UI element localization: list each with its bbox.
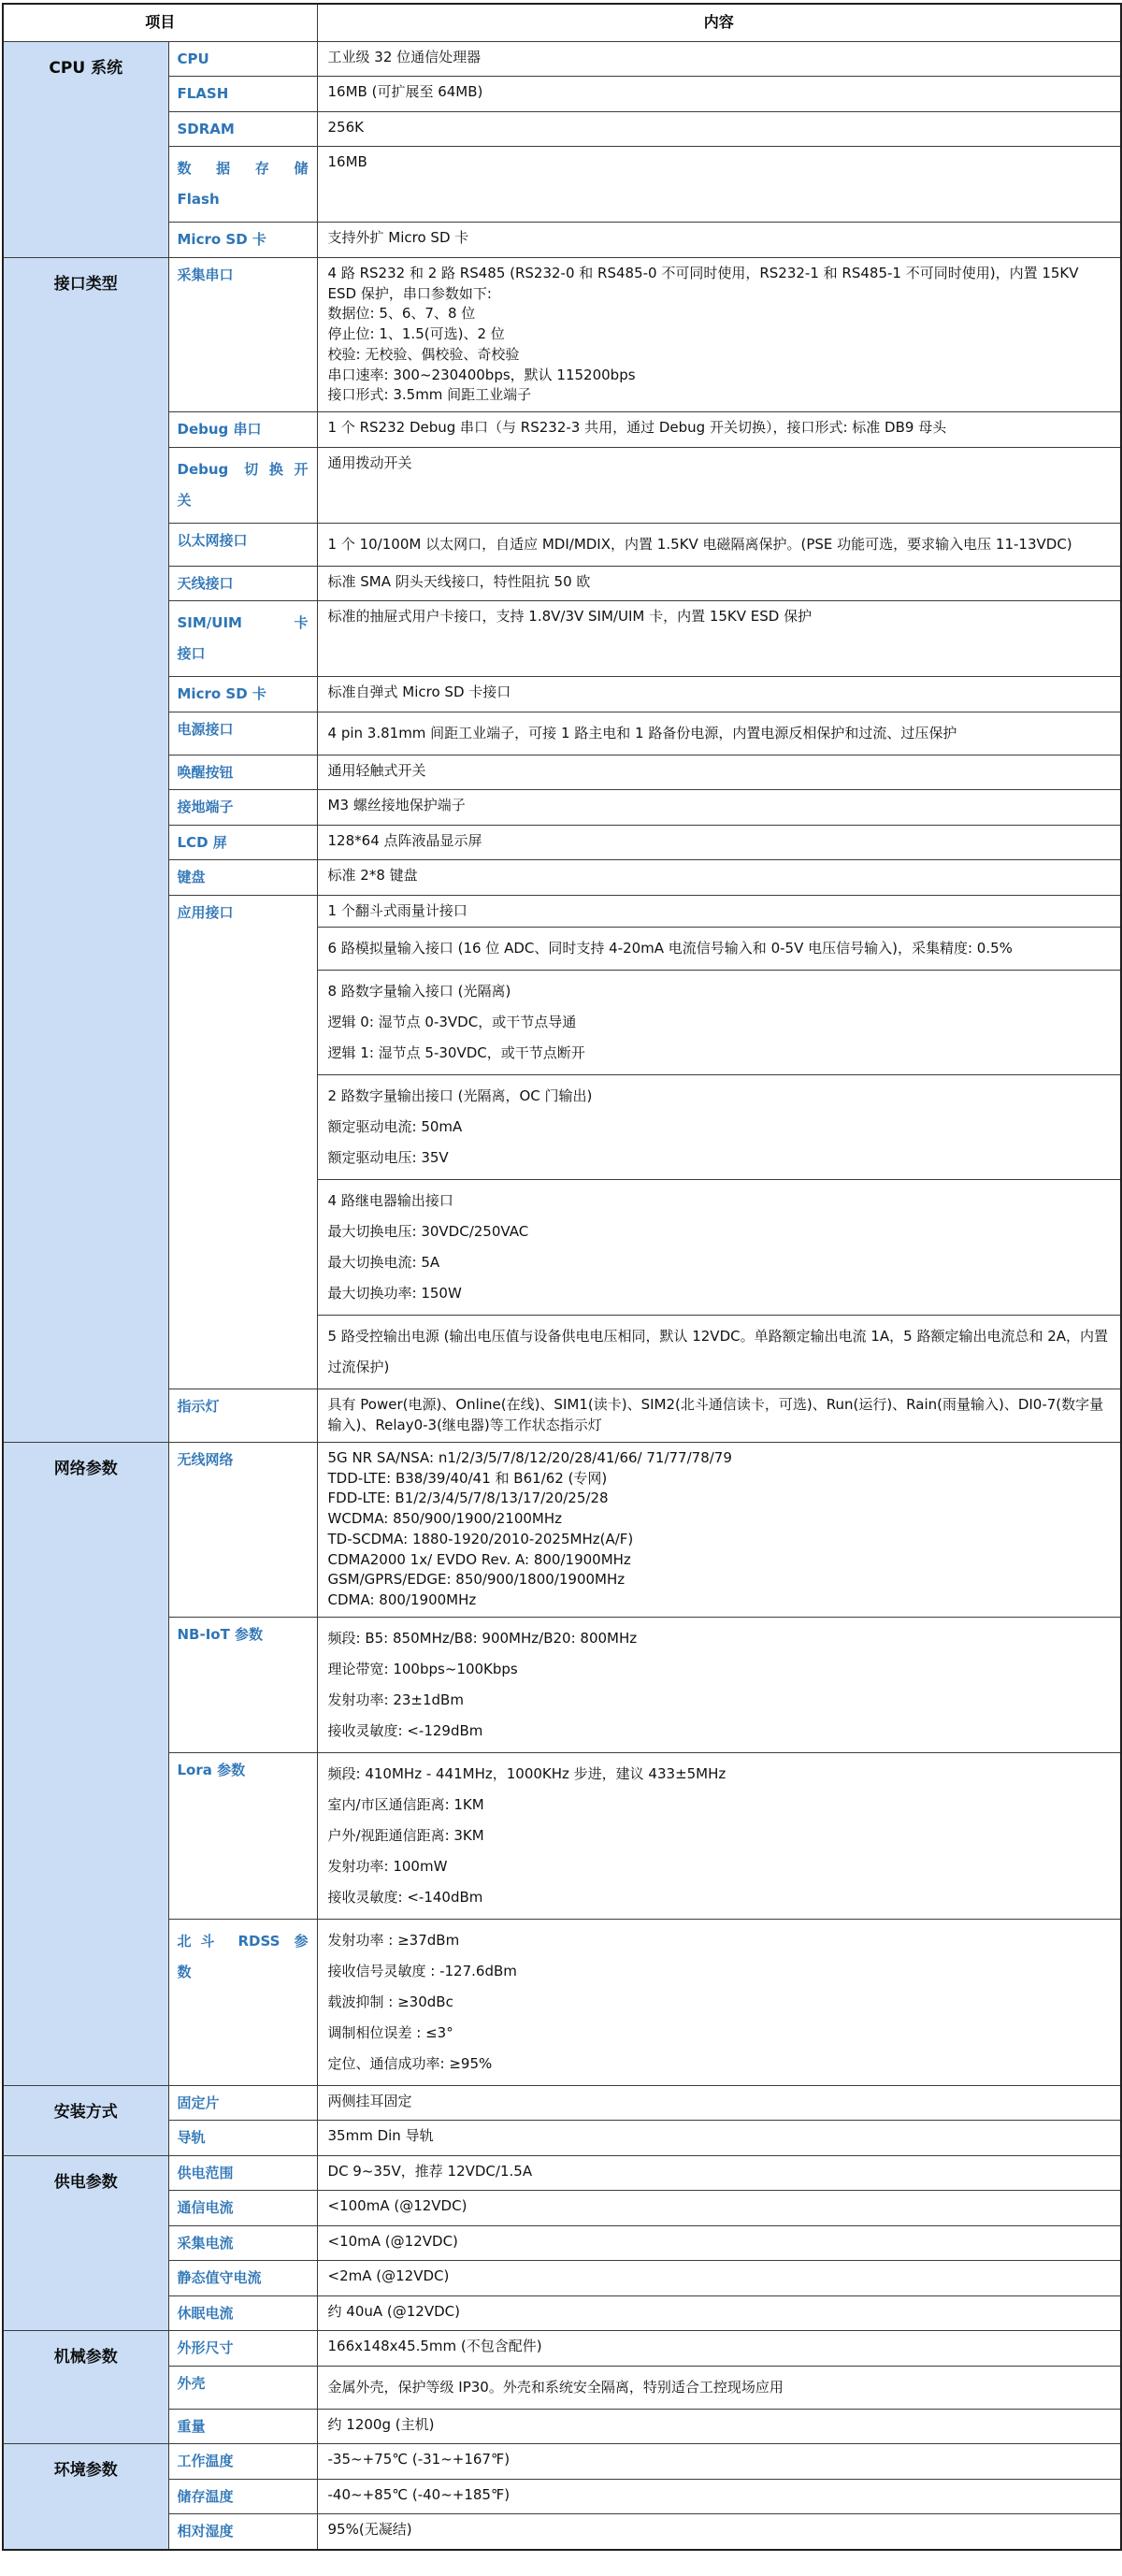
spec-content-line: 标准自弹式 Micro SD 卡接口 [327, 684, 511, 701]
spec-content-line: 额定驱动电流: 50mA [327, 1118, 463, 1136]
spec-content-cell [317, 2514, 1121, 2550]
spec-content-cell [317, 601, 1121, 677]
spec-label-cell [168, 790, 317, 826]
spec-content-line: 约 40uA (@12VDC) [327, 2302, 460, 2320]
spec-label-line: 键盘 [177, 869, 206, 886]
spec-label-cell [168, 2295, 317, 2331]
spec-content-line: 金属外壳，保护等级 IP30。外壳和系统安全隔离，特别适合工控现场应用 [327, 2378, 784, 2396]
spec-label-line: 储存温度 [177, 2487, 234, 2505]
spec-row [3, 2366, 1121, 2409]
spec-content-line: 5G NR SA/NSA: n1/2/3/5/7/8/12/20/28/41/66/ 71/77/78/79 [327, 1448, 732, 1466]
spec-label-line: Micro SD 卡 [177, 231, 266, 249]
spec-label-cell [168, 412, 317, 448]
spec-content-line: 通用拨动开关 [327, 453, 412, 471]
spec-row [3, 601, 1121, 677]
category-cell-6: 环境参数 [3, 2444, 168, 2550]
spec-content-line: 串口速率: 300~230400bps，默认 115200bps [327, 366, 636, 383]
spec-label-line: 采集电流 [177, 2234, 234, 2252]
spec-content-line: 标准 2*8 键盘 [327, 867, 418, 885]
spec-label-line: 供电范围 [177, 2164, 234, 2181]
spec-content-cell [317, 1389, 1121, 1443]
spec-label-line: SDRAM [177, 120, 235, 137]
spec-row [3, 2409, 1121, 2444]
spec-content-line: DC 9~35V，推荐 12VDC/1.5A [327, 2162, 533, 2180]
spec-label-line: 关 [177, 491, 192, 509]
spec-label-line: Debug 串口 [177, 421, 262, 439]
spec-label-cell [168, 2155, 317, 2191]
spec-content-cell [317, 712, 1121, 755]
spec-label-line: NB-IoT 参数 [177, 1625, 264, 1643]
spec-content-line: 额定驱动电压: 35V [327, 1149, 449, 1167]
spec-content-line: 1 个 RS232 Debug 串口（与 RS232-3 共用，通过 Debug 开关切换），接口形式: 标准 DB9 母头 [327, 419, 947, 437]
spec-label-cell [168, 601, 317, 677]
spec-content-line: 接收灵敏度: <-129dBm [327, 1721, 483, 1739]
spec-content-line: 户外/视距通信距离: 3KM [327, 1826, 484, 1844]
spec-row [3, 2514, 1121, 2550]
spec-content-line: <100mA (@12VDC) [327, 2197, 468, 2215]
spec-content-line: 16MB (可扩展至 64MB) [327, 83, 483, 101]
spec-content-line: 室内/市区通信距离: 1KM [327, 1795, 484, 1813]
spec-content-line: 停止位: 1、1.5(可选)、2 位 [327, 325, 505, 343]
spec-label-cell [168, 1752, 317, 1919]
spec-row [3, 257, 1121, 411]
spec-row [3, 2261, 1121, 2296]
spec-row [3, 223, 1121, 258]
spec-row [3, 2085, 1121, 2121]
spec-label-line: 通信电流 [177, 2199, 234, 2217]
spec-row [3, 1389, 1121, 1443]
spec-label-cell [168, 223, 317, 258]
category-cell-0: CPU 系统 [3, 41, 168, 257]
spec-content-cell [317, 971, 1121, 1075]
spec-label-line: Micro SD 卡 [177, 685, 266, 703]
spec-label-cell [168, 257, 317, 411]
spec-content-cell [317, 825, 1121, 860]
spec-row [3, 147, 1121, 223]
spec-content-line: 16MB [327, 153, 367, 171]
spec-label-cell [168, 447, 317, 523]
spec-label-line: CPU [177, 50, 209, 67]
spec-content-line: FDD-LTE: B1/2/3/4/5/7/8/13/17/20/25/28 [327, 1489, 609, 1507]
spec-content-line: 256K [327, 118, 364, 136]
spec-content-cell [317, 2225, 1121, 2261]
spec-label-line: 以太网接口 [177, 531, 248, 549]
spec-content-line: -40~+85℃ (-40~+185℉) [327, 2485, 511, 2503]
spec-content-line: 5 路受控输出电源 (输出电压值与设备供电电压相同，默认 12VDC。单路额定输出电流 1A，5 路额定输出电流总和 2A，内置过流保护) [327, 1328, 1109, 1376]
spec-content-cell [317, 1316, 1121, 1389]
spec-content-line: 95%(无凝结) [327, 2521, 412, 2539]
spec-content-line: 接收信号灵敏度 : -127.6dBm [327, 1962, 517, 1979]
spec-content-line: 最大切换功率: 150W [327, 1285, 462, 1302]
spec-content-cell [317, 412, 1121, 448]
spec-row [3, 2155, 1121, 2191]
spec-content-line: 标准的抽屉式用户卡接口，支持 1.8V/3V SIM/UIM 卡，内置 15KV ESD 保护 [327, 608, 813, 626]
spec-table [2, 3, 1122, 2551]
spec-label-cell [168, 2331, 317, 2367]
spec-table-body [3, 41, 1121, 2550]
spec-content-line: 1 个翻斗式雨量计接口 [327, 901, 468, 919]
spec-label-line: 无线网络 [177, 1450, 234, 1468]
spec-label-cell [168, 2261, 317, 2296]
spec-label-cell [168, 755, 317, 790]
spec-content-cell [317, 2261, 1121, 2296]
spec-label-cell [168, 77, 317, 112]
header-cell-item: 项目 [3, 4, 317, 41]
spec-row [3, 1617, 1121, 1752]
spec-label-line: 北斗 RDSS 参 [177, 1932, 309, 1950]
spec-content-line: 166x148x45.5mm (不包含配件) [327, 2338, 542, 2355]
spec-content-cell [317, 2155, 1121, 2191]
spec-row [3, 2121, 1121, 2156]
spec-row [3, 412, 1121, 448]
spec-label-line: 相对湿度 [177, 2523, 234, 2540]
spec-label-cell [168, 712, 317, 755]
spec-content-cell [317, 755, 1121, 790]
spec-content-line: 理论带宽: 100bps~100Kbps [327, 1660, 518, 1677]
spec-label-cell [168, 2366, 317, 2409]
spec-row [3, 447, 1121, 523]
spec-table-header [3, 4, 1121, 41]
spec-content-line: 载波抑制 : ≥30dBc [327, 1993, 453, 2010]
spec-label-line: 电源接口 [177, 720, 234, 738]
spec-label-cell [168, 566, 317, 601]
spec-label-line: 固定片 [177, 2094, 220, 2111]
spec-row [3, 2479, 1121, 2514]
spec-content-line: 频段: 410MHz - 441MHz，1000KHz 步进，建议 433±5MHz [327, 1764, 726, 1782]
spec-content-line: 通用轻触式开关 [327, 761, 426, 779]
spec-label-line: 外形尺寸 [177, 2339, 234, 2357]
spec-content-cell [317, 860, 1121, 896]
spec-label-line: 工作温度 [177, 2453, 234, 2470]
category-cell-3: 安装方式 [3, 2085, 168, 2155]
spec-label-line: SIM/UIM 卡 [177, 614, 309, 632]
spec-content-cell [317, 2366, 1121, 2409]
spec-content-line: 约 1200g (主机) [327, 2415, 435, 2433]
spec-row [3, 2331, 1121, 2367]
header-row [3, 4, 1121, 41]
spec-label-line: 采集串口 [177, 266, 234, 283]
spec-label-cell [168, 2514, 317, 2550]
spec-row [3, 755, 1121, 790]
spec-label-line: 应用接口 [177, 903, 234, 921]
spec-label-cell [168, 523, 317, 566]
spec-content-line: 2 路数字量输出接口 (光隔离，OC 门输出) [327, 1087, 593, 1105]
spec-label-line: 休眠电流 [177, 2304, 234, 2322]
spec-content-line: GSM/GPRS/EDGE: 850/900/1800/1900MHz [327, 1571, 626, 1589]
spec-content-cell [317, 2191, 1121, 2226]
spec-label-cell [168, 825, 317, 860]
spec-row [3, 2191, 1121, 2226]
spec-row [3, 77, 1121, 112]
spec-row [3, 677, 1121, 712]
spec-label-cell [168, 2479, 317, 2514]
spec-label-cell [168, 2085, 317, 2121]
spec-content-line: TD-SCDMA: 1880-1920/2010-2025MHz(A/F) [327, 1530, 634, 1547]
spec-content-cell [317, 41, 1121, 77]
spec-content-line: 逻辑 1: 湿节点 5-30VDC，或干节点断开 [327, 1044, 585, 1062]
spec-content-line: 4 pin 3.81mm 间距工业端子，可接 1 路主电和 1 路备份电源，内置电源反相保护和过流、过压保护 [327, 724, 957, 741]
spec-label-cell [168, 1919, 317, 2085]
spec-label-line: 静态值守电流 [177, 2269, 262, 2287]
spec-content-line: TDD-LTE: B38/39/40/41 和 B61/62 (专网) [327, 1469, 608, 1487]
spec-content-cell [317, 2444, 1121, 2480]
spec-content-cell [317, 447, 1121, 523]
spec-content-line: 接收灵敏度: <-140dBm [327, 1888, 483, 1906]
spec-content-line: WCDMA: 850/900/1900/2100MHz [327, 1510, 562, 1528]
spec-content-cell [317, 566, 1121, 601]
spec-content-line: 数据位: 5、6、7、8 位 [327, 305, 476, 323]
spec-content-cell [317, 77, 1121, 112]
spec-content-line: CDMA: 800/1900MHz [327, 1591, 477, 1609]
spec-content-cell [317, 1442, 1121, 1617]
spec-label-cell [168, 677, 317, 712]
spec-label-line: 数据存储 [177, 160, 309, 178]
category-cell-4: 供电参数 [3, 2155, 168, 2331]
spec-content-cell [317, 1752, 1121, 1919]
spec-content-line: <2mA (@12VDC) [327, 2267, 450, 2285]
spec-label-cell [168, 111, 317, 147]
spec-label-line: 数 [177, 1963, 192, 1980]
spec-content-line: 工业级 32 位通信处理器 [327, 48, 482, 65]
spec-row [3, 1442, 1121, 1617]
spec-label-line: Lora 参数 [177, 1761, 246, 1778]
category-cell-2: 网络参数 [3, 1442, 168, 2085]
spec-label-cell [168, 1442, 317, 1617]
spec-row [3, 566, 1121, 601]
spec-content-line: 接口形式: 3.5mm 间距工业端子 [327, 386, 532, 404]
spec-label-cell [168, 147, 317, 223]
spec-label-line: FLASH [177, 85, 229, 103]
spec-content-cell [317, 2409, 1121, 2444]
spec-content-cell [317, 111, 1121, 147]
spec-label-line: 指示灯 [177, 1398, 220, 1416]
spec-content-cell [317, 895, 1121, 928]
spec-content-line: 4 路 RS232 和 2 路 RS485 (RS232-0 和 RS485-0 不可同时使用，RS232-1 和 RS485-1 不可同时使用)，内置 15KV ESD 保护，串口参数如下: [327, 264, 1079, 302]
spec-label-line: 接口 [177, 645, 206, 663]
spec-row [3, 895, 1121, 928]
spec-content-line: -35~+75℃ (-31~+167℉) [327, 2451, 511, 2468]
spec-content-cell [317, 257, 1121, 411]
spec-row [3, 2225, 1121, 2261]
spec-content-cell [317, 523, 1121, 566]
spec-content-cell [317, 2331, 1121, 2367]
spec-row [3, 111, 1121, 147]
spec-content-line: 校验: 无校验、偶校验、奇校验 [327, 345, 520, 363]
spec-row [3, 825, 1121, 860]
spec-row [3, 2444, 1121, 2480]
spec-label-line: 重量 [177, 2417, 206, 2435]
spec-row [3, 790, 1121, 826]
spec-content-line: 支持外扩 Micro SD 卡 [327, 229, 469, 247]
spec-content-line: <10mA (@12VDC) [327, 2232, 458, 2250]
spec-content-line: 6 路模拟量输入接口 (16 位 ADC、同时支持 4-20mA 电流信号输入和 0-5V 电压信号输入)，采集精度: 0.5% [327, 940, 1013, 957]
spec-content-cell [317, 2295, 1121, 2331]
spec-row [3, 2295, 1121, 2331]
spec-content-cell [317, 1919, 1121, 2085]
spec-content-cell [317, 1075, 1121, 1180]
spec-row [3, 41, 1121, 77]
spec-row [3, 523, 1121, 566]
spec-label-cell [168, 2409, 317, 2444]
spec-content-line: 标准 SMA 阴头天线接口，特性阻抗 50 欧 [327, 572, 591, 590]
spec-row [3, 860, 1121, 896]
spec-content-line: 最大切换电流: 5A [327, 1254, 440, 1272]
spec-content-cell [317, 2479, 1121, 2514]
spec-label-line: 唤醒按钮 [177, 763, 234, 781]
spec-content-line: 逻辑 0: 湿节点 0-3VDC，或干节点导通 [327, 1014, 577, 1031]
spec-content-line: 发射功率: 23±1dBm [327, 1691, 464, 1708]
spec-label-line: 导轨 [177, 2129, 206, 2147]
spec-content-line: 128*64 点阵液晶显示屏 [327, 831, 482, 849]
spec-label-cell [168, 1389, 317, 1443]
category-cell-1: 接口类型 [3, 257, 168, 1442]
spec-content-line: 1 个 10/100M 以太网口，自适应 MDI/MDIX，内置 1.5KV 电磁隔离保护。(PSE 功能可选，要求输入电压 11-13VDC) [327, 535, 1072, 553]
spec-content-line: 35mm Din 导轨 [327, 2127, 434, 2145]
spec-label-cell [168, 860, 317, 896]
spec-content-line: 频段: B5: 850MHz/B8: 900MHz/B20: 800MHz [327, 1629, 638, 1647]
spec-content-line: 8 路数字量输入接口 (光隔离) [327, 983, 511, 1000]
spec-label-line: 天线接口 [177, 574, 234, 592]
spec-label-line: Debug 切换开 [177, 460, 309, 478]
spec-content-cell [317, 1617, 1121, 1752]
spec-row [3, 1919, 1121, 2085]
spec-label-line: Flash [177, 191, 220, 209]
spec-content-line: 具有 Power(电源)、Online(在线)、SIM1(读卡)、SIM2(北斗通信读卡，可选)、Run(运行)、Rain(雨量输入)、DI0-7(数字量输入)、Relay0-3(继电器)等工作状态指示灯 [327, 1396, 1104, 1434]
spec-label-cell [168, 2191, 317, 2226]
spec-content-cell [317, 2121, 1121, 2156]
spec-label-cell [168, 2444, 317, 2480]
spec-content-cell [317, 790, 1121, 826]
spec-content-line: 定位、通信成功率: ≥95% [327, 2054, 493, 2072]
spec-content-line: 发射功率 : ≥37dBm [327, 1931, 460, 1949]
spec-content-line: CDMA2000 1x/ EVDO Rev. A: 800/1900MHz [327, 1550, 631, 1568]
spec-label-line: 外壳 [177, 2374, 206, 2392]
spec-content-line: 4 路继电器输出接口 [327, 1192, 453, 1210]
spec-label-line: 接地端子 [177, 799, 234, 816]
spec-content-line: 两侧挂耳固定 [327, 2092, 412, 2109]
spec-label-cell [168, 1617, 317, 1752]
spec-content-cell [317, 1180, 1121, 1316]
spec-label-line: LCD 屏 [177, 833, 227, 851]
spec-content-line: M3 螺丝接地保护端子 [327, 797, 466, 814]
spec-content-cell [317, 2085, 1121, 2121]
category-cell-5: 机械参数 [3, 2331, 168, 2444]
spec-row [3, 1752, 1121, 1919]
spec-content-cell [317, 147, 1121, 223]
spec-content-line: 调制相位误差 : ≤3° [327, 2023, 453, 2041]
spec-label-cell [168, 2225, 317, 2261]
spec-label-cell [168, 41, 317, 77]
spec-row [3, 712, 1121, 755]
spec-content-cell [317, 677, 1121, 712]
header-cell-content: 内容 [317, 4, 1121, 41]
spec-content-line: 发射功率: 100mW [327, 1857, 448, 1875]
spec-content-cell [317, 928, 1121, 971]
spec-label-cell [168, 895, 317, 1389]
spec-label-cell [168, 2121, 317, 2156]
spec-content-cell [317, 223, 1121, 258]
spec-content-line: 最大切换电压: 30VDC/250VAC [327, 1223, 529, 1241]
